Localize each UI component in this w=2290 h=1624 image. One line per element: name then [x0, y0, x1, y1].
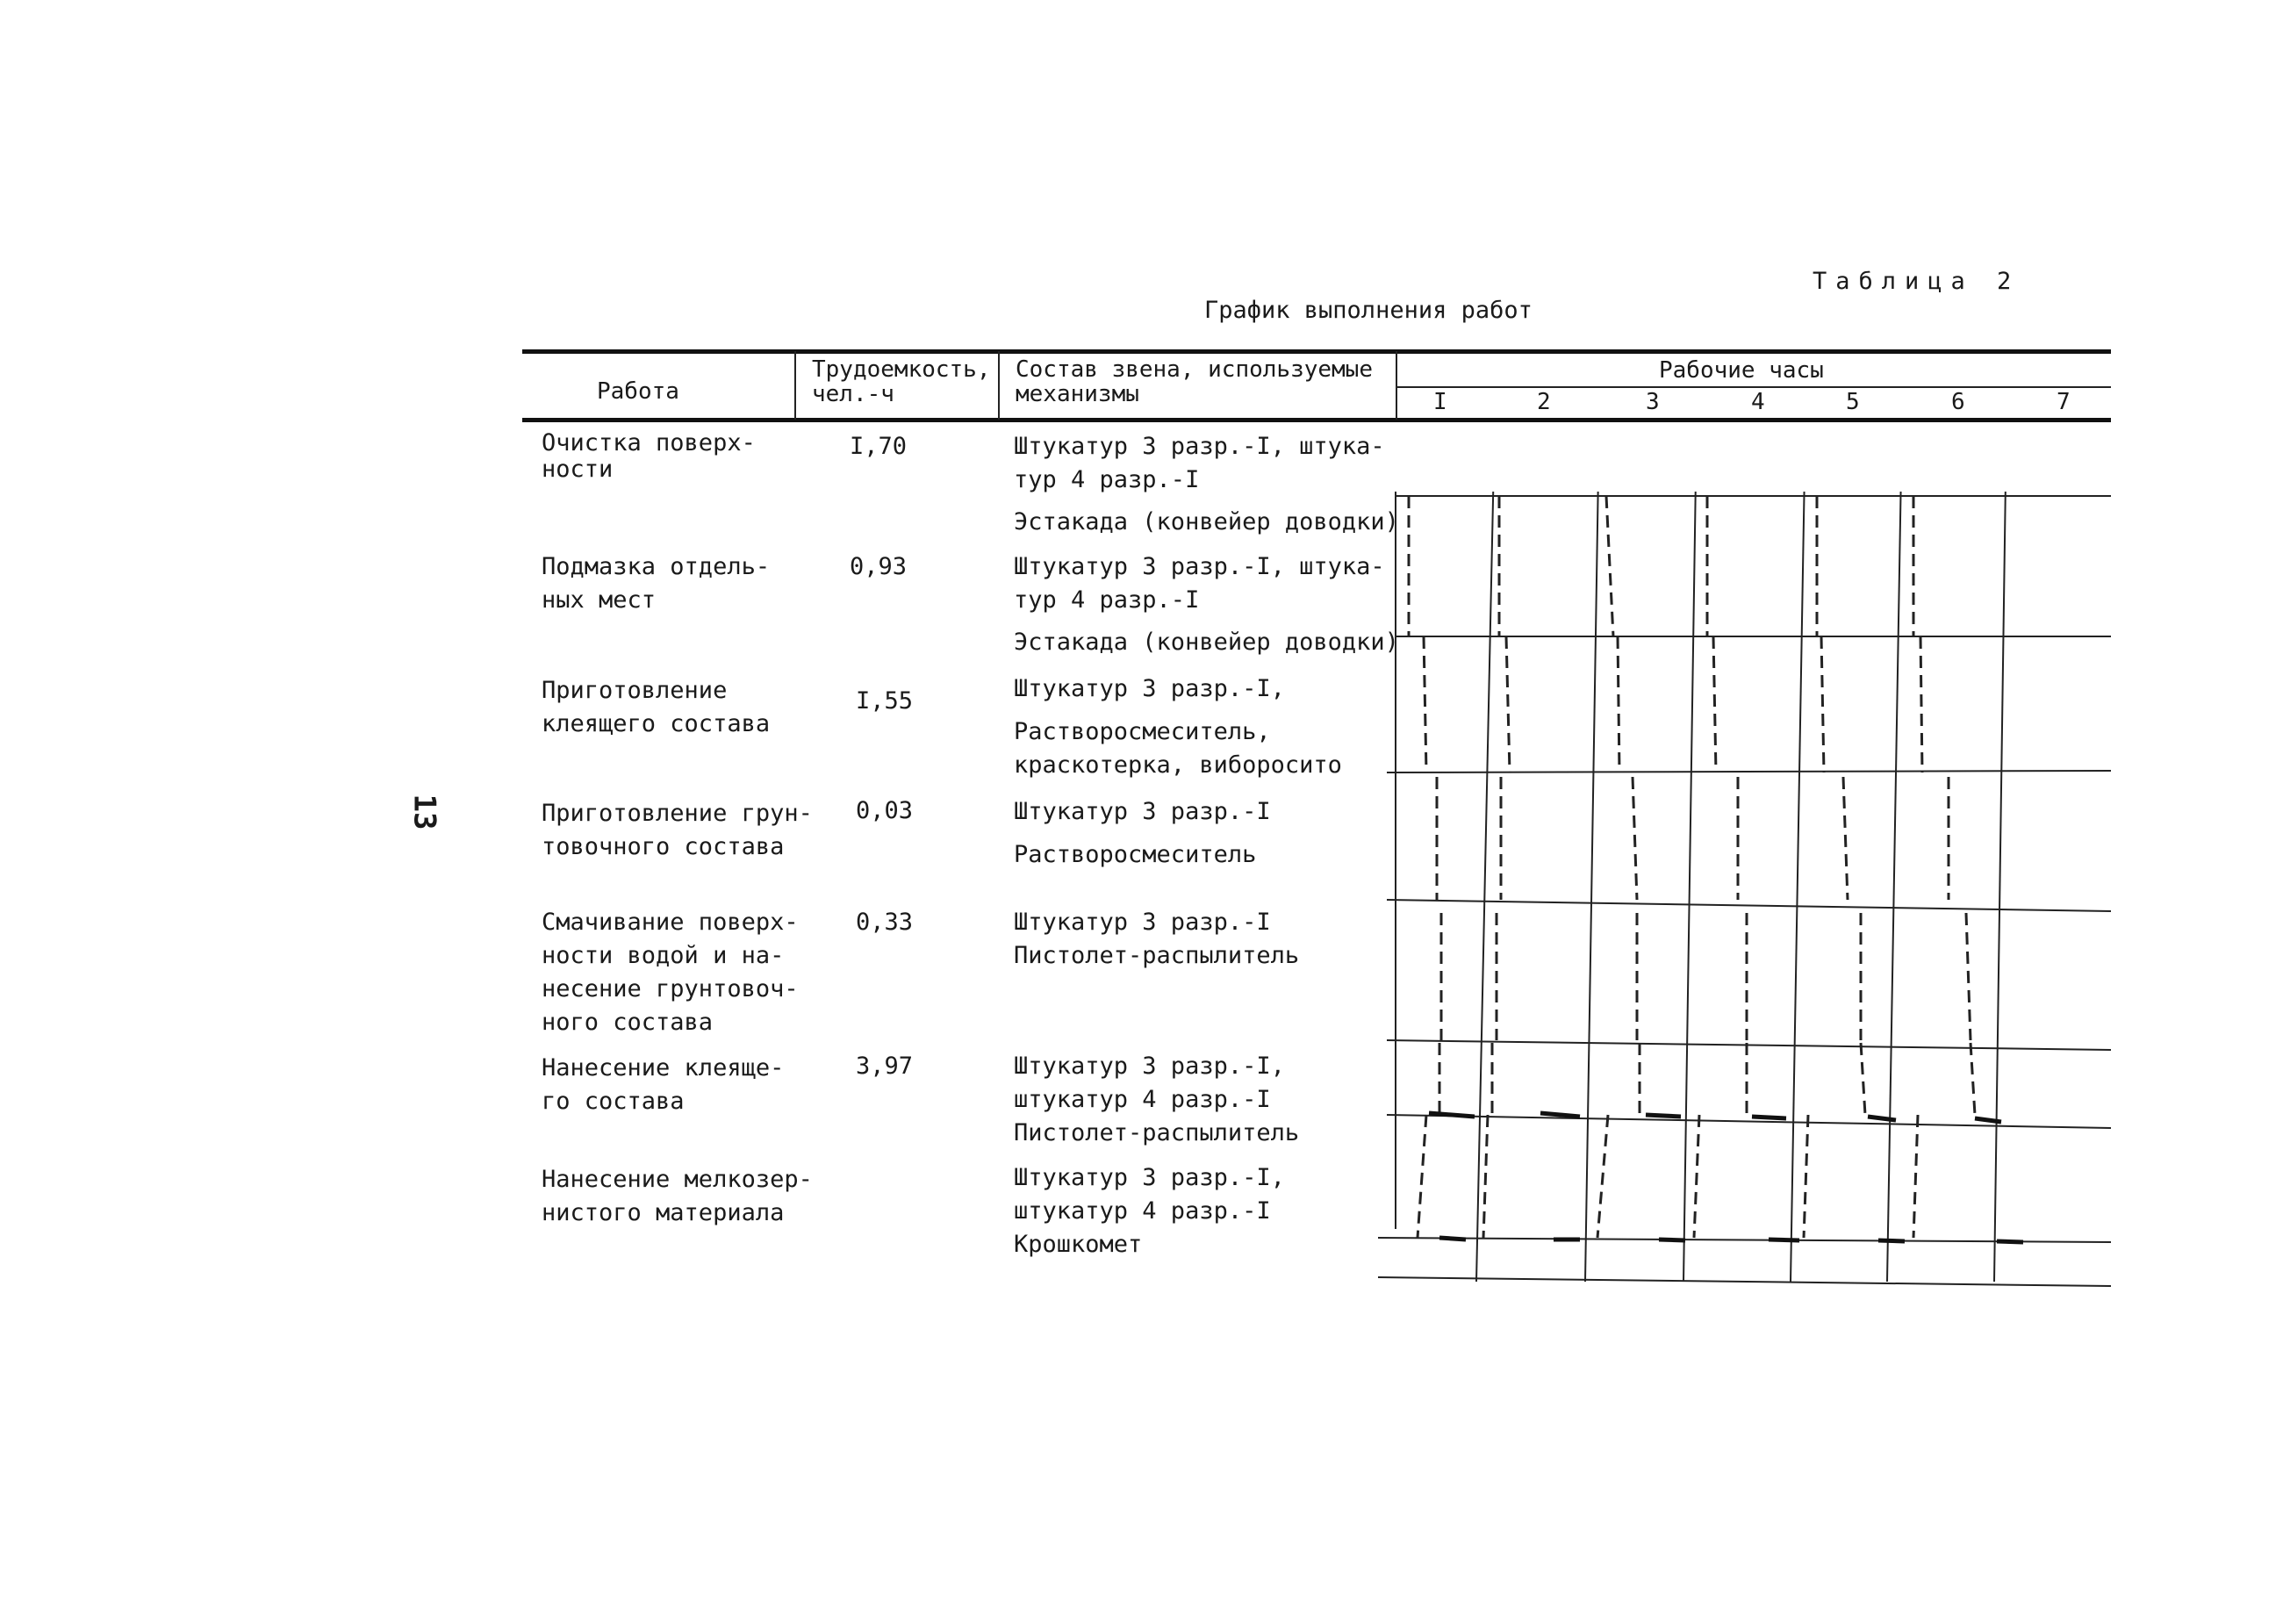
- grid-row-line: [1387, 1040, 2111, 1050]
- row-1-work: Очистка поверх- ности: [542, 429, 756, 483]
- grid-row-line: [1378, 1277, 2111, 1286]
- row-9-crew: Штукатур 3 разр.-I Пистолет-распылитель: [1014, 909, 1300, 969]
- header-divider-3: [1396, 351, 1397, 420]
- schedule-bar: [1694, 496, 1747, 1238]
- hour-4: 4: [1751, 389, 1765, 415]
- schedule-grid: [1369, 492, 2115, 1299]
- schedule-bar: [1804, 496, 1865, 1238]
- row-5-labor: I,55: [856, 687, 914, 715]
- grid-row-line: [1387, 900, 2111, 911]
- hour-1: I: [1433, 389, 1447, 415]
- grid-col-line: [1791, 492, 1805, 1282]
- hour-5: 5: [1846, 389, 1860, 415]
- grid-col-line: [1585, 492, 1599, 1282]
- header-crew: Состав звена, используемые механизмы: [1016, 356, 1373, 407]
- hour-7: 7: [2057, 389, 2071, 415]
- schedule-bar: [1913, 496, 1975, 1238]
- row-9-labor: 0,33: [856, 909, 914, 936]
- row-3-work: Подмазка отдель- ных мест: [542, 553, 771, 614]
- page-number: 13: [406, 794, 442, 830]
- hours-subheader-rule: [1396, 386, 2111, 388]
- header-labor: Трудоемкость, чел.-ч: [812, 356, 991, 407]
- row-1-crew: Штукатур 3 разр.-I, штука- тур 4 разр.-I: [1014, 433, 1385, 493]
- row-9-work: Смачивание поверх- ности водой и на- несение грунтовоч- ного состава: [542, 909, 799, 1036]
- row-2-crew: Эстакада (конвейер доводки): [1014, 508, 1399, 535]
- row-11-work: Нанесение мелкозер- нистого материала: [542, 1166, 813, 1226]
- hour-3: 3: [1646, 389, 1660, 415]
- schedule-bar: [1409, 496, 1441, 1238]
- row-3-crew: Штукатур 3 разр.-I, штука- тур 4 разр.-I: [1014, 553, 1385, 614]
- schedule-bar: [1483, 496, 1510, 1238]
- row-10-crew: Штукатур 3 разр.-I, штукатур 4 разр.-I Пистолет-распылитель: [1014, 1053, 1300, 1146]
- schedule-mark: [1752, 1117, 1786, 1118]
- grid-row-line: [1387, 1115, 2111, 1128]
- schedule-mark: [1868, 1117, 1896, 1120]
- row-6-crew: Растворосмеситель, краскотерка, виборосито: [1014, 718, 1342, 779]
- header-top-rule: [522, 349, 2111, 354]
- grid-col-line: [1683, 492, 1697, 1282]
- row-5-crew: Штукатур 3 разр.-I,: [1014, 675, 1285, 702]
- row-7-crew: Штукатур 3 разр.-I: [1014, 798, 1271, 825]
- schedule-mark: [1439, 1238, 1466, 1240]
- grid-col-line: [1887, 492, 1902, 1282]
- row-10-labor: 3,97: [856, 1053, 914, 1080]
- schedule-mark: [1646, 1115, 1681, 1117]
- row-7-labor: 0,03: [856, 797, 914, 824]
- row-4-crew: Эстакада (конвейер доводки): [1014, 629, 1399, 656]
- header-divider-2: [998, 351, 1000, 420]
- hour-6: 6: [1951, 389, 1965, 415]
- row-3-labor: 0,93: [850, 553, 908, 580]
- schedule-mark: [1997, 1241, 2023, 1242]
- table-title: График выполнения работ: [1204, 297, 1533, 324]
- schedule-mark: [1878, 1240, 1905, 1241]
- table-label: Таблица 2: [1813, 268, 2021, 295]
- row-11-crew: Штукатур 3 разр.-I, штукатур 4 разр.-I Крошкомет: [1014, 1164, 1285, 1258]
- row-8-crew: Растворосмеситель: [1014, 841, 1257, 868]
- row-1-labor: I,70: [850, 433, 908, 460]
- header-bottom-rule: [522, 418, 2111, 422]
- row-7-work: Приготовление грун- товочного состава: [542, 800, 813, 860]
- grid-col-line: [1994, 492, 2006, 1282]
- header-hours: Рабочие часы: [1659, 357, 1824, 384]
- header-work: Работа: [597, 378, 679, 405]
- row-5-work: Приготовление клеящего состава: [542, 677, 771, 737]
- row-10-work: Нанесение клеяще- го состава: [542, 1054, 785, 1115]
- schedule-bar: [1597, 496, 1640, 1238]
- schedule-mark: [1540, 1113, 1580, 1117]
- hour-2: 2: [1537, 389, 1551, 415]
- header-divider-1: [794, 351, 796, 420]
